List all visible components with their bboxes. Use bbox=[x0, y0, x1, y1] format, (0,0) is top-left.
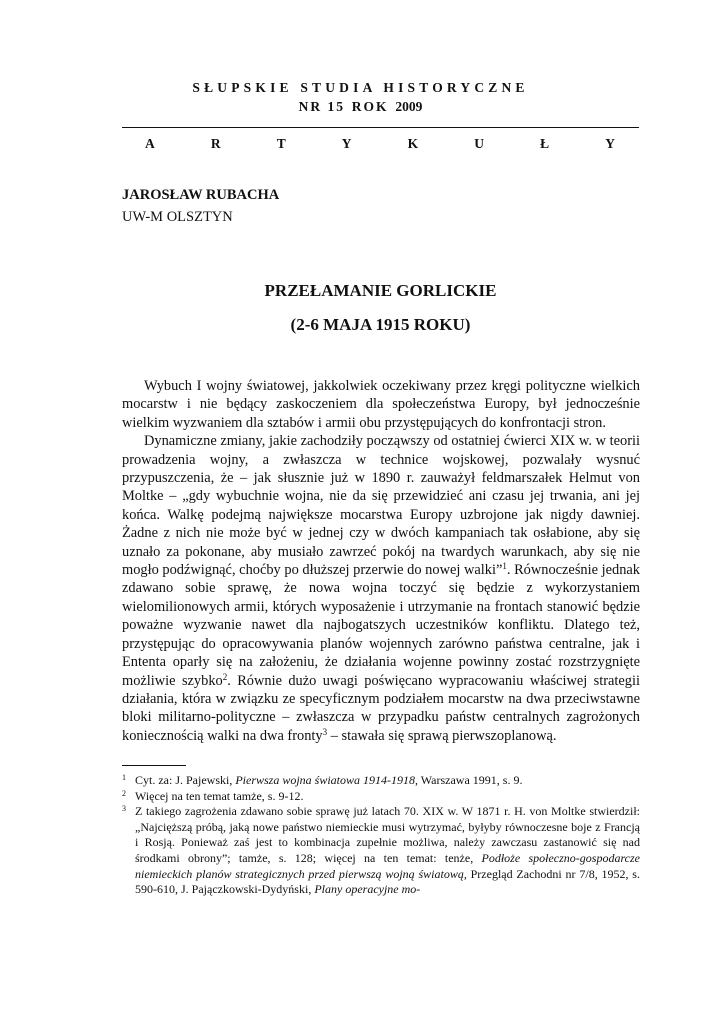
section-letter: Y bbox=[341, 136, 352, 151]
article-title-line2: (2-6 MAJA 1915 ROKU) bbox=[290, 315, 471, 334]
journal-issue bbox=[0, 99, 721, 115]
footnote-3-title-2: Plany operacyjne mo- bbox=[314, 882, 421, 897]
footnote-number: 1 bbox=[122, 773, 126, 782]
article-title-line1: PRZEŁAMANIE GORLICKIE bbox=[264, 281, 497, 300]
footnote-1 bbox=[122, 773, 640, 789]
section-letter: Ł bbox=[540, 136, 550, 151]
paragraph-2-text-a: Dynamiczne zmiany, jakie zachodziły począwszy od ostatniej ćwierci XIX w. w teorii prowadzenia wojny, a zwłaszcza w technice wojskowej, pozwalały wysnuć przypuszczenia, że – jak słusznie już w 1890 r. zauważył feldmarszałek Helmut von Moltke – „gdy wybuchnie wojna, nie da się przewidzieć ani czasu jej trwania, ani jej końca. Walkę podejmą największe mocarstwa Europy uzbrojone jak nigdy dawniej. Żadne z nich nie może być w jednej czy w dwóch kampaniach tak osłabione, aby się uznało za pokonane, aby musiało zawrzeć pokój na twardych warunkach, aby się nie mogło podźwignąć, choćby po dłuższej przerwie do nowej walki” bbox=[122, 433, 640, 579]
footnote-ref-2[interactable]: 2 bbox=[222, 671, 228, 682]
footnote-3-title-1: Podłoże społeczno-gospodarcze niemieckich planów strategicznych przed pierwszą wojną światową bbox=[135, 850, 640, 881]
section-letter: T bbox=[276, 136, 286, 151]
footnotes bbox=[122, 773, 640, 898]
issue-number: NR 15 bbox=[298, 99, 346, 114]
footnote-1-text-b: , Warszawa 1991, s. 9. bbox=[415, 773, 523, 787]
footnote-number: 2 bbox=[122, 788, 126, 798]
section-letter: U bbox=[474, 136, 484, 151]
footnote-2 bbox=[122, 789, 640, 805]
paragraph-1: Wybuch I wojny światowej, jakkolwiek oczekiwany przez kręgi polityczne wielkich mocarstw i nie będący zaskoczeniem dla społeczeństwa Europy, był jednocześnie wielkim wyzwaniem dla sztabów i armii obu przystępujących do konfrontacji stron. bbox=[122, 378, 640, 431]
issue-rok-label: ROK bbox=[351, 99, 389, 114]
footnote-3-text-b: , Przegląd Zachodni nr 7/8, 1952, s. 590-610, J. Pajączkowski-Dydyński, bbox=[135, 866, 640, 897]
section-letter: Y bbox=[605, 136, 615, 151]
section-letter: K bbox=[407, 136, 419, 151]
author-name: JAROSŁAW RUBACHA bbox=[122, 187, 280, 203]
footnote-3-text-a: Z takiego zagrożenia zdawano sobie sprawę już latach 70. XIX w. W 1871 r. H. von Moltke stwierdził: „Najcięższą próbą, jaką nowe państwo niemieckie musi wytrzymać, byłyby równoczesne boje z Francją i Rosją. Ponieważ zaś jest to kombinacja zupełnie możliwa, należy zawczasu zastanowić się nad środkami obrony”; tamże, s. 128; więcej na ten temat: tenże, bbox=[135, 804, 640, 865]
section-label bbox=[145, 136, 615, 152]
article-body bbox=[122, 377, 640, 745]
footnote-2-text: Więcej na ten temat tamże, s. 9-12. bbox=[135, 788, 304, 803]
section-letter: A bbox=[145, 136, 155, 151]
header-rule bbox=[122, 127, 639, 128]
footnote-ref-3[interactable]: 3 bbox=[322, 726, 328, 737]
footnote-1-title: Pierwsza wojna światowa 1914-1918 bbox=[235, 773, 416, 787]
footnote-number: 3 bbox=[122, 804, 126, 814]
footnote-rule bbox=[122, 765, 186, 766]
footnote-1-text-a: Cyt. za: J. Pajewski, bbox=[135, 773, 236, 787]
footnote-3 bbox=[122, 804, 640, 898]
paragraph-2-text-d: – stawała się sprawą pierwszoplanową. bbox=[327, 727, 557, 744]
issue-year: 2009 bbox=[395, 99, 423, 114]
section-letter: R bbox=[210, 136, 221, 151]
paragraph-2-text-b: . Równocześnie jednak zdawano sobie sprawę, że nowa wojna toczyć się będzie z wykorzystaniem wielomilionowych armii, których wyposażenie i utrzymanie na frontach stanowić będzie poważne wyzwanie nawet dla najbogatszych uczestników konfliktu. Dlatego też, przystępując do opracowywania planów wojennych zarówno państwa centralne, jak i Ententa oparły się na założeniu, że działania wojenne powinny zostać rozstrzygnięte możliwie szybko bbox=[122, 562, 640, 689]
journal-title: SŁUPSKIE STUDIA HISTORYCZNE bbox=[192, 80, 529, 95]
author-affiliation: UW-M OLSZTYN bbox=[122, 209, 233, 225]
footnote-ref-1[interactable]: 1 bbox=[502, 561, 507, 572]
paragraph-2-text-c: . Równie dużo uwagi poświęcano wypracowaniu właściwej strategii działania, która w związku ze specyficznym podziałem mocarstw na dwa przeciwstawne bloki militarno-polityczne – zwłaszcza w przypadku państw centralnych zagrożonych koniecznością walki na dwa fronty bbox=[122, 672, 641, 744]
paragraph-2 bbox=[122, 432, 640, 745]
